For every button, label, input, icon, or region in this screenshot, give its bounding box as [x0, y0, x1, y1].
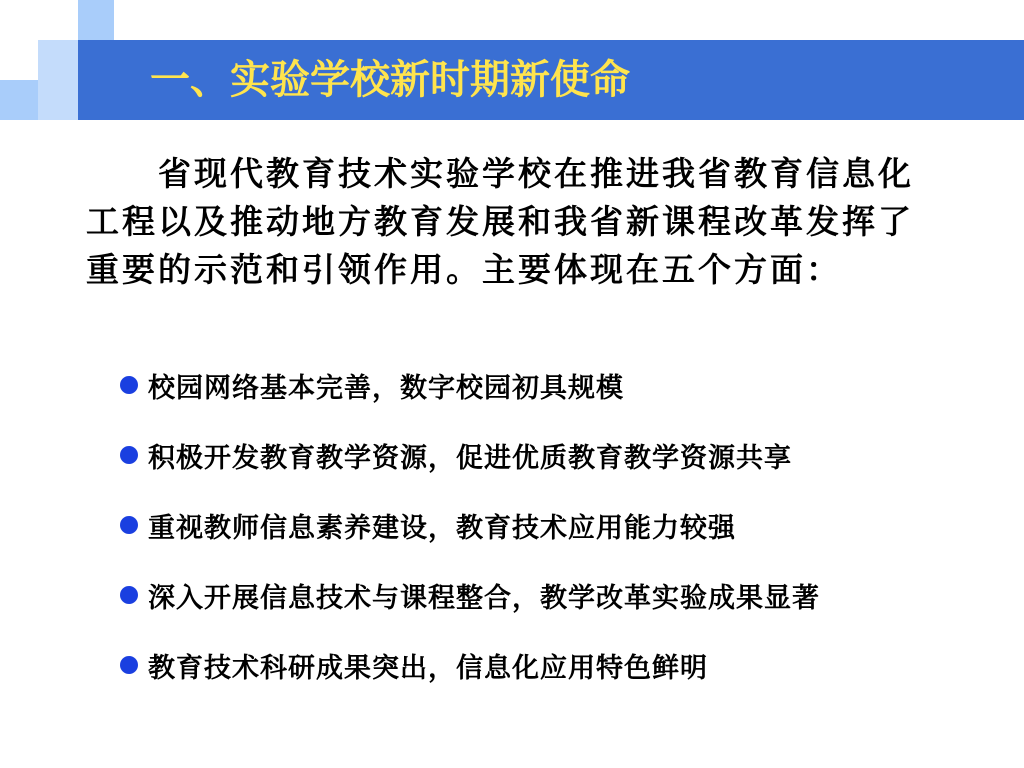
bullet-dot-icon: [120, 446, 138, 464]
bullet-text: 重视教师信息素养建设，教育技术应用能力较强: [148, 512, 736, 544]
bullet-dot-icon: [120, 656, 138, 674]
bullet-dot-icon: [120, 516, 138, 534]
slide-title: 一、实验学校新时期新使命: [150, 57, 630, 103]
bullet-text: 教育技术科研成果突出，信息化应用特色鲜明: [148, 652, 708, 684]
bullet-dot-icon: [120, 376, 138, 394]
bullet-list: [120, 358, 820, 708]
bullet-item: [120, 638, 820, 692]
bullet-text: 校园网络基本完善，数字校园初具规模: [148, 372, 624, 404]
bullet-text: 积极开发教育教学资源，促进优质教育教学资源共享: [148, 442, 792, 474]
bullet-item: [120, 358, 820, 412]
decorative-square: [38, 40, 78, 80]
bullet-item: [120, 498, 820, 552]
decorative-square: [0, 80, 38, 120]
bullet-item: [120, 428, 820, 482]
bullet-dot-icon: [120, 586, 138, 604]
bullet-item: [120, 568, 820, 622]
decorative-square: [78, 0, 114, 40]
decorative-square: [38, 80, 78, 120]
intro-paragraph: 省现代教育技术实验学校在推进我省教育信息化工程以及推动地方教育发展和我省新课程改革发挥了重要的示范和引领作用。主要体现在五个方面：: [86, 154, 914, 289]
bullet-text: 深入开展信息技术与课程整合，教学改革实验成果显著: [148, 582, 820, 614]
